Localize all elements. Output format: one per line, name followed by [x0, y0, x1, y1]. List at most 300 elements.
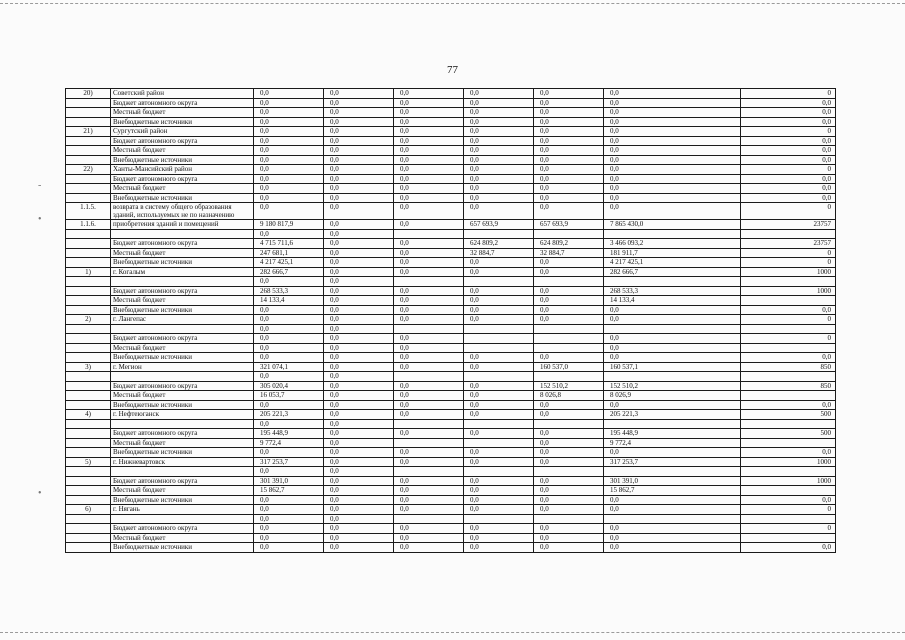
table-row — [66, 410, 836, 420]
value-cell: 0,0 — [741, 174, 836, 184]
value-cell — [604, 419, 741, 429]
value-cell: 0,0 — [604, 400, 741, 410]
table-row — [66, 486, 836, 496]
value-cell: 0,0 — [324, 324, 394, 334]
value-cell: 0,0 — [604, 353, 741, 363]
table-row — [66, 127, 836, 137]
value-cell: 0,0 — [464, 108, 534, 118]
value-cell — [464, 467, 534, 477]
value-cell: 850 — [741, 381, 836, 391]
value-cell: 0,0 — [534, 476, 604, 486]
value-cell: 0,0 — [324, 343, 394, 353]
value-cell: 0,0 — [534, 184, 604, 194]
value-cell — [741, 419, 836, 429]
row-number-cell — [66, 429, 111, 439]
value-cell: 0,0 — [534, 495, 604, 505]
row-label-cell: Местный бюджет — [111, 108, 254, 118]
row-label-cell: Внебюджетные источники — [111, 305, 254, 315]
value-cell — [394, 419, 464, 429]
row-number-cell — [66, 305, 111, 315]
row-label-cell: Внебюджетные источники — [111, 117, 254, 127]
row-number-cell — [66, 155, 111, 165]
value-cell: 0,0 — [324, 438, 394, 448]
value-cell: 0,0 — [604, 193, 741, 203]
row-label-cell: возврата в систему общего образования зданий, используемых не по назначению — [111, 203, 254, 220]
value-cell: 0,0 — [394, 184, 464, 194]
value-cell: 0,0 — [254, 400, 324, 410]
value-cell: 0 — [741, 258, 836, 268]
value-cell: 0,0 — [324, 429, 394, 439]
value-cell: 0,0 — [324, 146, 394, 156]
value-cell: 0,0 — [464, 495, 534, 505]
value-cell: 0,0 — [324, 533, 394, 543]
value-cell: 0,0 — [604, 127, 741, 137]
table-row — [66, 165, 836, 175]
table-row — [66, 429, 836, 439]
value-cell — [741, 533, 836, 543]
value-cell: 0,0 — [464, 486, 534, 496]
value-cell: 0,0 — [534, 486, 604, 496]
value-cell — [464, 372, 534, 382]
value-cell: 0,0 — [254, 543, 324, 553]
row-label-cell: г. Нефтеюганск — [111, 410, 254, 420]
value-cell: 0,0 — [534, 448, 604, 458]
value-cell: 0,0 — [254, 193, 324, 203]
value-cell: 0 — [741, 334, 836, 344]
table-body — [66, 89, 836, 553]
value-cell: 0,0 — [324, 203, 394, 220]
value-cell: 0,0 — [741, 353, 836, 363]
row-label-cell: Внебюджетные источники — [111, 400, 254, 410]
row-label-cell — [111, 372, 254, 382]
value-cell: 0,0 — [604, 305, 741, 315]
value-cell: 0,0 — [534, 155, 604, 165]
value-cell: 0,0 — [604, 108, 741, 118]
value-cell: 0,0 — [604, 89, 741, 99]
table-row — [66, 229, 836, 239]
value-cell — [394, 514, 464, 524]
row-number-cell — [66, 117, 111, 127]
row-number-cell — [66, 486, 111, 496]
value-cell: 0 — [741, 505, 836, 515]
value-cell: 0,0 — [324, 362, 394, 372]
row-number-cell — [66, 239, 111, 249]
value-cell: 0,0 — [394, 315, 464, 325]
table-row — [66, 117, 836, 127]
value-cell: 0,0 — [604, 533, 741, 543]
value-cell — [394, 467, 464, 477]
value-cell: 0,0 — [604, 524, 741, 534]
value-cell: 0,0 — [324, 117, 394, 127]
value-cell: 0,0 — [464, 296, 534, 306]
value-cell: 23757 — [741, 239, 836, 249]
value-cell — [394, 438, 464, 448]
value-cell: 0,0 — [394, 505, 464, 515]
value-cell: 0,0 — [534, 524, 604, 534]
row-number-cell: 1.1.5. — [66, 203, 111, 220]
value-cell: 0,0 — [464, 89, 534, 99]
table-row — [66, 419, 836, 429]
value-cell: 0,0 — [394, 381, 464, 391]
value-cell: 0,0 — [394, 286, 464, 296]
value-cell: 0,0 — [324, 448, 394, 458]
value-cell: 0,0 — [534, 410, 604, 420]
row-number-cell — [66, 296, 111, 306]
row-number-cell: 1.1.6. — [66, 220, 111, 230]
value-cell: 0,0 — [464, 267, 534, 277]
row-number-cell — [66, 334, 111, 344]
value-cell: 0,0 — [324, 410, 394, 420]
value-cell: 0 — [741, 89, 836, 99]
row-label-cell: Внебюджетные источники — [111, 155, 254, 165]
value-cell: 0,0 — [394, 108, 464, 118]
row-label-cell: Ханты-Мансийский район — [111, 165, 254, 175]
value-cell: 0,0 — [394, 89, 464, 99]
value-cell: 0,0 — [604, 203, 741, 220]
value-cell: 0,0 — [324, 184, 394, 194]
value-cell — [464, 324, 534, 334]
value-cell: 0,0 — [394, 220, 464, 230]
value-cell: 0,0 — [394, 353, 464, 363]
value-cell: 0,0 — [741, 400, 836, 410]
value-cell: 301 391,0 — [254, 476, 324, 486]
value-cell: 0,0 — [604, 543, 741, 553]
value-cell: 8 026,8 — [534, 391, 604, 401]
table-row — [66, 277, 836, 287]
row-label-cell: г. Нижневартовск — [111, 457, 254, 467]
value-cell: 0,0 — [324, 457, 394, 467]
row-label-cell: Местный бюджет — [111, 391, 254, 401]
value-cell — [534, 229, 604, 239]
value-cell: 0,0 — [254, 514, 324, 524]
table-row — [66, 543, 836, 553]
value-cell: 0,0 — [534, 353, 604, 363]
value-cell: 0,0 — [464, 543, 534, 553]
value-cell: 0,0 — [254, 229, 324, 239]
value-cell: 0,0 — [394, 127, 464, 137]
row-label-cell — [111, 467, 254, 477]
value-cell — [741, 514, 836, 524]
value-cell: 0,0 — [324, 229, 394, 239]
value-cell: 0,0 — [394, 334, 464, 344]
value-cell — [604, 372, 741, 382]
value-cell: 0 — [741, 315, 836, 325]
table-row — [66, 174, 836, 184]
value-cell: 0,0 — [534, 286, 604, 296]
value-cell: 0,0 — [534, 400, 604, 410]
value-cell: 0,0 — [394, 543, 464, 553]
table-row — [66, 391, 836, 401]
table-row — [66, 146, 836, 156]
value-cell: 0,0 — [534, 108, 604, 118]
row-number-cell — [66, 391, 111, 401]
value-cell: 0,0 — [534, 305, 604, 315]
value-cell: 0,0 — [324, 174, 394, 184]
value-cell: 0,0 — [464, 258, 534, 268]
value-cell: 0,0 — [324, 193, 394, 203]
row-number-cell — [66, 524, 111, 534]
value-cell — [534, 419, 604, 429]
value-cell: 0,0 — [394, 258, 464, 268]
value-cell: 0,0 — [394, 457, 464, 467]
value-cell: 0,0 — [534, 98, 604, 108]
value-cell: 0,0 — [254, 448, 324, 458]
value-cell — [741, 296, 836, 306]
value-cell: 0,0 — [324, 277, 394, 287]
value-cell: 0,0 — [394, 203, 464, 220]
row-label-cell: Бюджет автономного округа — [111, 98, 254, 108]
value-cell: 500 — [741, 429, 836, 439]
value-cell: 624 809,2 — [534, 239, 604, 249]
table-row — [66, 286, 836, 296]
value-cell: 0,0 — [324, 108, 394, 118]
value-cell: 500 — [741, 410, 836, 420]
value-cell — [394, 324, 464, 334]
value-cell: 0,0 — [464, 505, 534, 515]
table-row — [66, 457, 836, 467]
value-cell: 0,0 — [324, 334, 394, 344]
value-cell: 0,0 — [534, 258, 604, 268]
value-cell: 0,0 — [741, 305, 836, 315]
value-cell: 0,0 — [741, 543, 836, 553]
value-cell: 0,0 — [464, 165, 534, 175]
row-label-cell: г. Когалым — [111, 267, 254, 277]
value-cell — [604, 514, 741, 524]
table-row — [66, 258, 836, 268]
value-cell: 0,0 — [394, 146, 464, 156]
value-cell: 32 884,7 — [464, 248, 534, 258]
row-number-cell: 6) — [66, 505, 111, 515]
table-row — [66, 334, 836, 344]
value-cell: 0,0 — [604, 315, 741, 325]
value-cell: 0,0 — [394, 476, 464, 486]
value-cell — [604, 467, 741, 477]
value-cell: 0,0 — [534, 117, 604, 127]
table-row — [66, 239, 836, 249]
value-cell: 195 448,9 — [604, 429, 741, 439]
row-number-cell — [66, 343, 111, 353]
value-cell — [604, 229, 741, 239]
value-cell: 0,0 — [394, 239, 464, 249]
value-cell: 23757 — [741, 220, 836, 230]
value-cell: 0,0 — [464, 146, 534, 156]
value-cell: 0,0 — [741, 184, 836, 194]
row-number-cell — [66, 258, 111, 268]
value-cell: 0,0 — [324, 286, 394, 296]
value-cell — [741, 229, 836, 239]
table-row — [66, 372, 836, 382]
row-label-cell: Бюджет автономного округа — [111, 524, 254, 534]
value-cell: 0,0 — [464, 353, 534, 363]
value-cell: 4 715 711,6 — [254, 239, 324, 249]
row-number-cell — [66, 174, 111, 184]
row-label-cell: г. Мегион — [111, 362, 254, 372]
value-cell: 0,0 — [604, 343, 741, 353]
value-cell: 0,0 — [464, 203, 534, 220]
value-cell: 0,0 — [324, 305, 394, 315]
value-cell: 0,0 — [324, 165, 394, 175]
value-cell: 195 448,9 — [254, 429, 324, 439]
value-cell: 0,0 — [464, 391, 534, 401]
value-cell: 9 772,4 — [604, 438, 741, 448]
row-label-cell — [111, 277, 254, 287]
value-cell: 0,0 — [324, 381, 394, 391]
value-cell: 0,0 — [604, 495, 741, 505]
value-cell — [464, 419, 534, 429]
value-cell: 0,0 — [324, 372, 394, 382]
value-cell — [394, 277, 464, 287]
value-cell: 0,0 — [394, 533, 464, 543]
value-cell: 657 693,9 — [464, 220, 534, 230]
margin-mark: • — [38, 214, 42, 225]
value-cell: 0,0 — [464, 305, 534, 315]
value-cell: 0,0 — [741, 117, 836, 127]
value-cell: 0,0 — [741, 155, 836, 165]
value-cell — [604, 324, 741, 334]
row-label-cell — [111, 229, 254, 239]
value-cell: 181 911,7 — [604, 248, 741, 258]
table-row — [66, 448, 836, 458]
row-number-cell — [66, 533, 111, 543]
value-cell: 0 — [741, 165, 836, 175]
row-label-cell: Местный бюджет — [111, 184, 254, 194]
value-cell: 1000 — [741, 476, 836, 486]
value-cell: 160 537,0 — [534, 362, 604, 372]
value-cell: 0,0 — [254, 324, 324, 334]
row-number-cell: 3) — [66, 362, 111, 372]
value-cell: 0,0 — [254, 419, 324, 429]
value-cell: 0,0 — [254, 372, 324, 382]
value-cell: 0,0 — [464, 400, 534, 410]
value-cell: 0,0 — [324, 267, 394, 277]
value-cell — [604, 277, 741, 287]
value-cell: 247 681,1 — [254, 248, 324, 258]
row-number-cell — [66, 136, 111, 146]
row-label-cell: г. Нягань — [111, 505, 254, 515]
value-cell: 14 133,4 — [604, 296, 741, 306]
value-cell — [741, 277, 836, 287]
value-cell: 0,0 — [464, 193, 534, 203]
value-cell: 0,0 — [394, 136, 464, 146]
row-label-cell: Сургутский район — [111, 127, 254, 137]
row-number-cell — [66, 476, 111, 486]
value-cell: 0,0 — [324, 248, 394, 258]
value-cell: 205 221,3 — [254, 410, 324, 420]
row-label-cell: Бюджет автономного округа — [111, 476, 254, 486]
value-cell: 0,0 — [464, 117, 534, 127]
budget-table — [65, 88, 836, 553]
value-cell — [741, 372, 836, 382]
value-cell: 0,0 — [394, 174, 464, 184]
value-cell: 0,0 — [604, 174, 741, 184]
table-row — [66, 514, 836, 524]
value-cell: 0,0 — [324, 514, 394, 524]
value-cell — [534, 277, 604, 287]
value-cell: 0,0 — [464, 457, 534, 467]
value-cell: 0,0 — [534, 505, 604, 515]
value-cell: 0,0 — [534, 174, 604, 184]
value-cell: 0,0 — [394, 343, 464, 353]
value-cell: 0,0 — [741, 448, 836, 458]
value-cell: 0,0 — [324, 127, 394, 137]
value-cell: 0,0 — [464, 127, 534, 137]
row-number-cell — [66, 372, 111, 382]
value-cell: 0,0 — [394, 391, 464, 401]
value-cell — [394, 229, 464, 239]
value-cell: 0,0 — [394, 296, 464, 306]
value-cell: 0,0 — [324, 476, 394, 486]
value-cell: 205 221,3 — [604, 410, 741, 420]
value-cell: 3 466 093,2 — [604, 239, 741, 249]
value-cell: 0,0 — [464, 315, 534, 325]
table-row — [66, 524, 836, 534]
value-cell: 0,0 — [254, 353, 324, 363]
table-row — [66, 438, 836, 448]
value-cell: 0,0 — [464, 381, 534, 391]
table-row — [66, 400, 836, 410]
value-cell: 15 862,7 — [604, 486, 741, 496]
row-number-cell — [66, 324, 111, 334]
table-row — [66, 248, 836, 258]
row-number-cell: 20) — [66, 89, 111, 99]
row-number-cell — [66, 438, 111, 448]
row-number-cell — [66, 184, 111, 194]
row-label-cell: Местный бюджет — [111, 146, 254, 156]
table-row — [66, 305, 836, 315]
value-cell: 0,0 — [254, 343, 324, 353]
value-cell: 0,0 — [741, 108, 836, 118]
value-cell: 301 391,0 — [604, 476, 741, 486]
value-cell: 0,0 — [254, 305, 324, 315]
value-cell: 0,0 — [394, 155, 464, 165]
value-cell: 0,0 — [324, 495, 394, 505]
row-number-cell — [66, 448, 111, 458]
row-label-cell: Местный бюджет — [111, 486, 254, 496]
value-cell: 0,0 — [254, 184, 324, 194]
row-label-cell: Бюджет автономного округа — [111, 334, 254, 344]
value-cell: 0 — [741, 203, 836, 220]
row-label-cell — [111, 419, 254, 429]
value-cell: 0,0 — [254, 89, 324, 99]
value-cell — [534, 372, 604, 382]
value-cell: 0,0 — [464, 155, 534, 165]
value-cell: 0,0 — [394, 267, 464, 277]
value-cell: 0,0 — [464, 533, 534, 543]
value-cell: 0,0 — [394, 305, 464, 315]
value-cell: 4 217 425,1 — [254, 258, 324, 268]
value-cell: 0,0 — [254, 467, 324, 477]
margin-mark: - — [38, 180, 42, 191]
value-cell: 0,0 — [254, 277, 324, 287]
value-cell — [534, 467, 604, 477]
row-label-cell: Внебюджетные источники — [111, 448, 254, 458]
row-number-cell — [66, 277, 111, 287]
row-label-cell: Местный бюджет — [111, 533, 254, 543]
value-cell: 0,0 — [324, 258, 394, 268]
value-cell: 0,0 — [394, 495, 464, 505]
page-number: 77 — [447, 64, 458, 76]
row-number-cell — [66, 514, 111, 524]
value-cell: 657 693,9 — [534, 220, 604, 230]
value-cell: 0,0 — [604, 155, 741, 165]
value-cell: 0,0 — [394, 486, 464, 496]
row-number-cell — [66, 286, 111, 296]
row-label-cell: Бюджет автономного округа — [111, 429, 254, 439]
value-cell: 0,0 — [534, 533, 604, 543]
table-row — [66, 324, 836, 334]
value-cell: 282 666,7 — [254, 267, 324, 277]
row-label-cell: Внебюджетные источники — [111, 193, 254, 203]
